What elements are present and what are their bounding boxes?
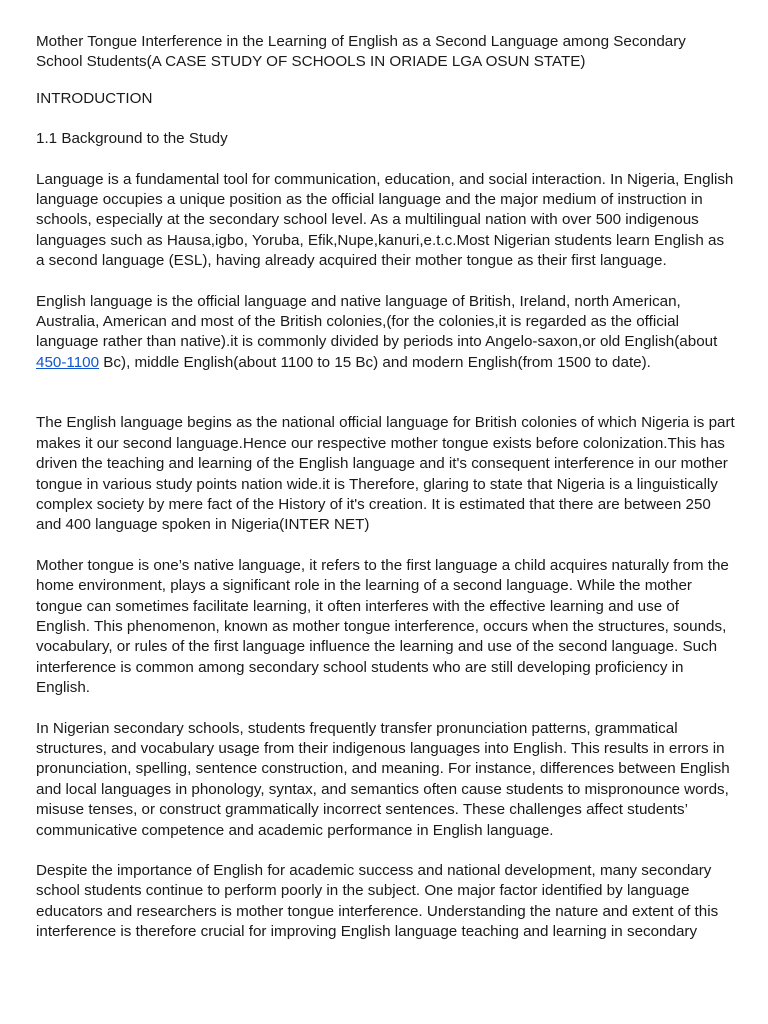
paragraph-text-after-link: Bc), middle English(about 1100 to 15 Bc) and modern English(from 1500 to date). xyxy=(99,353,651,371)
paragraph-secondary-schools: In Nigerian secondary schools, students frequently transfer pronunciation patterns, grammatical structures, and vocabulary usage from their indigenous languages into English. This results in errors in pronunciation, spelling, sentence construction, and meaning. For instance, differences between English and local languages in phonology, syntax, and semantics often cause students to mispronounce words, misuse tenses, or construct grammatically incorrect sentences. These challenges affect students’ communicative competence and academic performance in English language. xyxy=(36,719,730,839)
document-title: Mother Tongue Interference in the Learning of English as a Second Language among Secondary School Students(A CASE STUDY OF SCHOOLS IN ORIADE LGA OSUN STATE) xyxy=(36,33,686,71)
paragraph-colonial-history: The English language begins as the national official language for British colonies of which Nigeria is part makes it our second language.Hence our respective mother tongue exists before colonization.This has driven the teaching and learning of the English language and it's consequent interference in our mother tongue in various study points nation wide.it is Therefore, glaring to state that Nigeria is a linguistically complex society by mere fact of the History of it's creation. It is estimated that there are between 250 and 400 language spoken in Nigeria(INTER NET) xyxy=(36,414,735,534)
paragraph-text-before-link: English language is the official language and native language of British, Ireland, north American, Australia, American and most of the British colonies,(for the colonies,it is regarded as the official language rather than native).it is commonly divided by periods into Angelo-saxon,or old English(about xyxy=(36,292,718,351)
date-range-link[interactable]: 450-1100 xyxy=(36,353,100,371)
paragraph-mother-tongue-definition: Mother tongue is one’s native language, it refers to the first language a child acquires naturally from the home environment, plays a significant role in the learning of a second language. While the mother tongue can sometimes facilitate learning, it often interferes with the effective learning and use of English. This phenomenon, known as mother tongue interference, occurs when the structures, sounds, vocabulary, or rules of the first language influence the learning and use of the second language. Such interference is common among secondary school students who are still developing proficiency in English. xyxy=(36,556,729,697)
section-subheading: 1.1 Background to the Study xyxy=(36,130,228,148)
paragraph-language-tool: Language is a fundamental tool for communication, education, and social interaction. In Nigeria, English language occupies a unique position as the official language and the major medium of instruction in schools, especially at the secondary school level. As a multilingual nation with over 500 indigenous languages such as Hausa,igbo, Yoruba, Efik,Nupe,kanuri,e.t.c.Most Nigerian students learn English as a second language (ESL), having already acquired their mother tongue as their first language. xyxy=(36,170,734,270)
paragraph-importance-of-english: Despite the importance of English for academic success and national development, many secondary school students continue to perform poorly in the subject. One major factor identified by language educators and researchers is mother tongue interference. Understanding the nature and extent of this interference is therefore crucial for improving English language teaching and learning in secondary xyxy=(36,862,719,941)
paragraph-english-official xyxy=(36,292,736,374)
section-heading: INTRODUCTION xyxy=(36,89,153,107)
